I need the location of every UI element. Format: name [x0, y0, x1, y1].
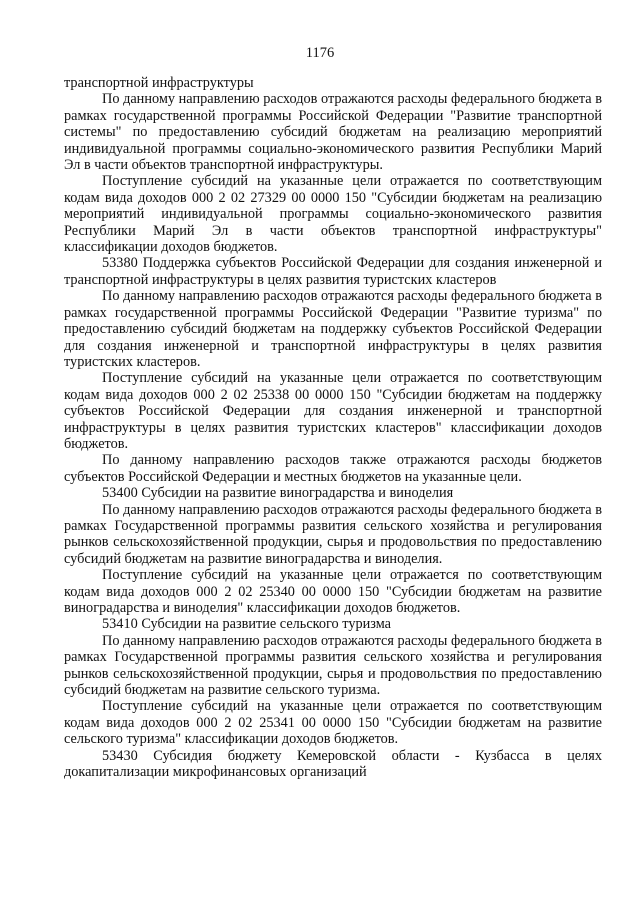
paragraph: Поступление субсидий на указанные цели отражается по соответствующим кодам вида доходов 000 2 02 25338 00 0000 150 "Субсидии бюджетам на поддержку субъектов Российской Федерации для создания инженерной и транспортной инфраструктуры в целях развития туристских кластеров" классификации доходов бюджетов.	[64, 370, 602, 452]
section-heading: 53380 Поддержка субъектов Российской Федерации для создания инженерной и транспортной инфраструктуры в целях развития туристских кластеров	[64, 255, 602, 288]
page-number: 1176	[305, 45, 335, 61]
document-body	[64, 75, 602, 780]
paragraph: По данному направлению расходов отражаются расходы федерального бюджета в рамках государственной программы Российской Федерации "Развитие туризма" по предоставлению субсидий бюджетам на поддержку субъектов Российской Федерации для создания инженерной и транспортной инфраструктуры в целях развития туристских кластеров.	[64, 288, 602, 370]
paragraph: Поступление субсидий на указанные цели отражается по соответствующим кодам вида доходов 000 2 02 25340 00 0000 150 "Субсидии бюджетам на развитие виноградарства и виноделия" классификации доходов бюджетов.	[64, 567, 602, 616]
section-heading: 53400 Субсидии на развитие виноградарства и виноделия	[102, 485, 454, 502]
section-heading: 53410 Субсидии на развитие сельского туризма	[102, 616, 392, 633]
section-heading: 53430 Субсидия бюджету Кемеровской области - Кузбасса в целях докапитализации микрофинансовых организаций	[64, 747, 602, 781]
paragraph: транспортной инфраструктуры	[64, 75, 254, 91]
paragraph: По данному направлению расходов отражаются расходы федерального бюджета в рамках Государственной программы развития сельского хозяйства и регулирования рынков сельскохозяйственной продукции, сырья и продовольствия по предоставлению субсидий бюджетам на развитие виноградарства и виноделия.	[64, 501, 602, 567]
paragraph: Поступление субсидий на указанные цели отражается по соответствующим кодам вида доходов 000 2 02 27329 00 0000 150 "Субсидии бюджетам на реализацию мероприятий индивидуальной программы социально-экономического развития Республики Марий Эл в части объектов транспортной инфраструктуры" классификации доходов бюджетов.	[64, 173, 602, 256]
paragraph: По данному направлению расходов также отражаются расходы бюджетов субъектов Российской Федерации и местных бюджетов на указанные цели.	[64, 452, 602, 485]
paragraph: По данному направлению расходов отражаются расходы федерального бюджета в рамках государственной программы Российской Федерации "Развитие транспортной системы" по предоставлению субсидий бюджетам на реализацию мероприятий индивидуальной программы социально-экономического развития Республики Марий Эл в части объектов транспортной инфраструктуры.	[64, 91, 602, 174]
paragraph: Поступление субсидий на указанные цели отражается по соответствующим кодам вида доходов 000 2 02 25341 00 0000 150 "Субсидии бюджетам на развитие сельского туризма" классификации доходов бюджетов.	[64, 698, 602, 748]
paragraph: По данному направлению расходов отражаются расходы федерального бюджета в рамках Государственной программы развития сельского хозяйства и регулирования рынков сельскохозяйственной продукции, сырья и продовольствия по предоставлению субсидий бюджетам на развитие сельского туризма.	[64, 632, 602, 699]
